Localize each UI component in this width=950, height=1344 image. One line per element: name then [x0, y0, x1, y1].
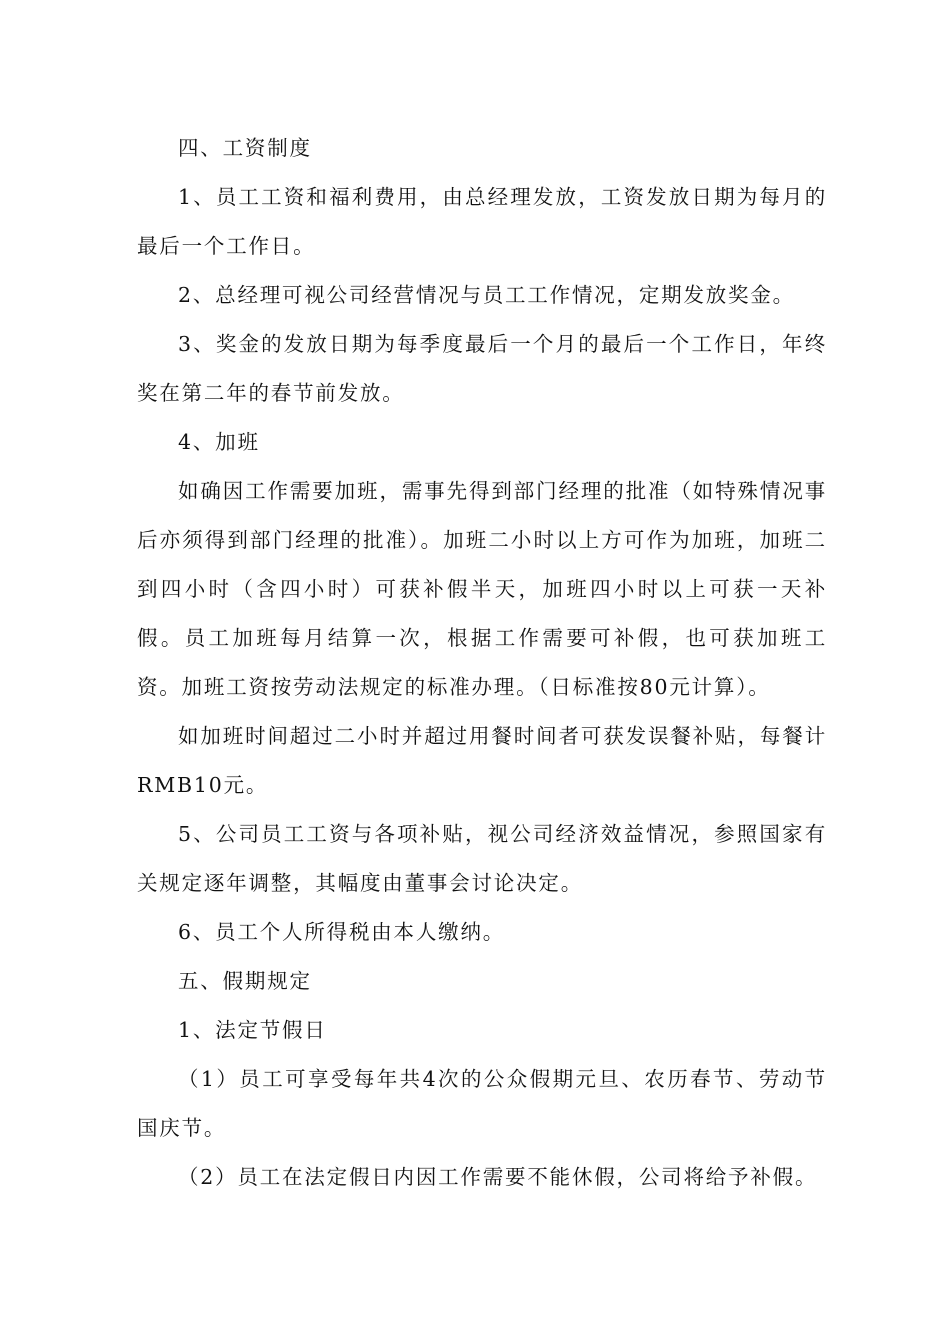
section-heading-holiday-rules: 五、假期规定 — [178, 969, 312, 993]
document-body — [137, 124, 827, 1202]
paragraph-item-4-heading: 4、加班 — [178, 430, 260, 454]
paragraph-item-5: 5、公司员工工资与各项补贴，视公司经济效益情况，参照国家有关规定逐年调整，其幅度由董事会讨论决定。 — [137, 822, 827, 895]
paragraph-overtime-rules: 如确因工作需要加班，需事先得到部门经理的批准（如特殊情况事后亦须得到部门经理的批准）。加班二小时以上方可作为加班，加班二到四小时（含四小时）可获补假半天，加班四小时以上可获一天补假。员工加班每月结算一次，根据工作需要可补假，也可获加班工资。加班工资按劳动法规定的标准办理。（日标准按80元计算）。 — [137, 479, 827, 699]
paragraph-item-6: 6、员工个人所得税由本人缴纳。 — [178, 920, 506, 944]
paragraph-legal-holidays-heading: 1、法定节假日 — [178, 1018, 327, 1042]
paragraph-item-1: 1、员工工资和福利费用，由总经理发放，工资发放日期为每月的最后一个工作日。 — [137, 185, 827, 258]
paragraph-meal-subsidy: 如加班时间超过二小时并超过用餐时间者可获发误餐补贴，每餐计RMB10元。 — [137, 724, 827, 797]
paragraph-item-3: 3、奖金的发放日期为每季度最后一个月的最后一个工作日，年终奖在第二年的春节前发放。 — [137, 332, 827, 405]
paragraph-item-2: 2、总经理可视公司经营情况与员工工作情况，定期发放奖金。 — [178, 283, 795, 307]
paragraph-holiday-sub-1: （1）员工可享受每年共4次的公众假期元旦、农历春节、劳动节国庆节。 — [137, 1067, 827, 1140]
paragraph-holiday-sub-2: （2）员工在法定假日内因工作需要不能休假，公司将给予补假。 — [178, 1165, 818, 1189]
section-heading-wage-system: 四、工资制度 — [178, 136, 312, 160]
